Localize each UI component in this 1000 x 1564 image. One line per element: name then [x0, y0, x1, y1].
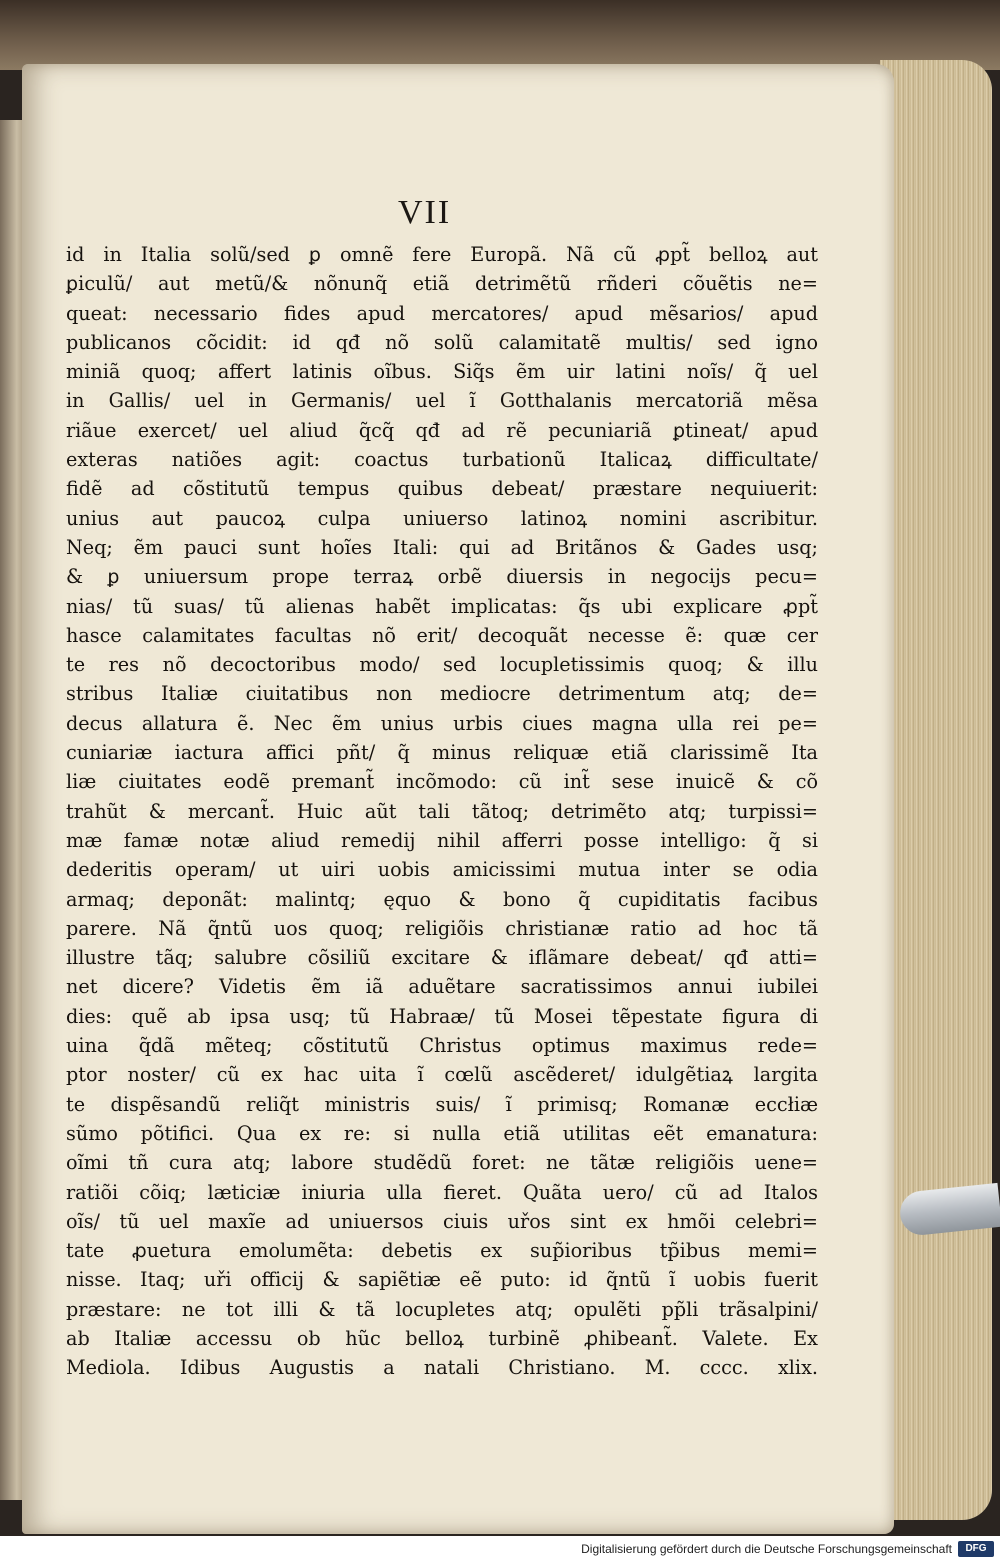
page-folio: VII [398, 194, 452, 231]
text-line: exteras natiões agit: coactus turbationũ Italicaꝝ difficultate/ [66, 448, 818, 472]
dfg-logo: DFG [958, 1541, 994, 1557]
text-line: ab Italiæ accessu ob hũc belloꝝ turbinẽ ꝓhibeant̃. Valete. Ex [66, 1326, 818, 1350]
text-line: nias/ tũ suas/ tũ alienas habẽt implicatas: q̃s ubi explicare ꝓpt̃ [66, 594, 818, 618]
text-line: oĩmi tñ cura atq; labore studẽdũ foret: ne tãtæ religiõis uene= [66, 1151, 818, 1175]
text-line: te dispẽsandũ reliq̃t ministris suis/ ĩ primisq; Romanæ eccłiæ [66, 1092, 818, 1116]
text-line: riãue exercet/ uel aliud q̃cq̃ qđ ad rẽ pecuniariã ꝑtineat/ apud [66, 418, 818, 442]
book-cover-top [0, 0, 1000, 70]
text-line: ratiõi cõiq; læticiæ iniuria ulla fieret. Quãta uero/ cũ ad Italos [66, 1180, 818, 1204]
text-line: fidẽ ad cõstitutũ tempus quibus debeat/ præstare nequiuerit: [66, 477, 818, 501]
text-line: decus allatura ẽ. Nec ẽm unius urbis ciues magna ulla rei pe= [66, 711, 818, 735]
text-line: & ꝑ uniuersum prope terraꝝ orbẽ diuersis in negocijs pecu= [66, 565, 818, 589]
text-line: uina q̃dã mẽteq; cõstitutũ Christus optimus maximus rede= [66, 1034, 818, 1058]
text-line: te res nõ decoctoribus modo/ sed locupletissimis quoq; & illu [66, 653, 818, 677]
text-line: dies: quẽ ab ipsa usq; tũ Habraæ/ tũ Mosei tẽpestate figura di [66, 1004, 818, 1028]
text-line: queat: necessario fides apud mercatores/ apud mẽsarios/ apud [66, 301, 818, 325]
page-text-block [66, 240, 818, 1383]
text-line: unius aut paucoꝝ culpa uniuerso latinoꝝ nomini ascribitur. [66, 506, 818, 530]
text-line: id in Italia solũ/sed ꝑ omnẽ fere Europã. Nã cũ ꝓpt̃ belloꝝ aut [66, 243, 818, 266]
text-line: nisse. Itaq; uři officij & sapiẽtiæ eẽ puto: id q̃ntũ ĩ uobis fuerit [66, 1268, 818, 1292]
footer-credit: Digitalisierung gefördert durch die Deutsche Forschungsgemeinschaft [581, 1542, 952, 1556]
text-line: parere. Nã q̃ntũ uos quoq; religiõis christianæ ratio ad hoc tã [66, 916, 818, 940]
footer-bar [0, 1536, 1000, 1564]
text-line: hasce calamitates facultas nõ erit/ decoquãt necesse ẽ: quæ cer [66, 623, 818, 647]
text-line: Mediola. Idibus Augustis a natali Christiano. M. cccc. xlix. [66, 1356, 818, 1380]
text-line: præstare: ne tot illi & tã locupletes atq; opulẽti pp̃li trãsalpini/ [66, 1297, 818, 1321]
text-line: oĩs/ tũ uel maxĩe ad uniuersos ciuis uřos sint ex hmõi celebri= [66, 1209, 818, 1233]
text-line: armaq; deponãt: malintq; ęquo & bono q̃ cupiditatis facibus [66, 887, 818, 911]
book-page-edges [880, 60, 992, 1520]
text-line: miniã quoq; affert latinis oĩbus. Siq̃s ẽm uir latini noĩs/ q̃ uel [66, 360, 818, 384]
text-line: sũmo põtifici. Qua ex re: si nulla etiã utilitas eẽt emanatura: [66, 1121, 818, 1145]
text-line: net dicere? Videtis ẽm iã aduẽtare sacratissimos annui iubilei [66, 975, 818, 999]
text-line: Neq; ẽm pauci sunt hoĩes Itali: qui ad Britãnos & Gades usq; [66, 535, 818, 559]
text-line: mæ famæ notæ aliud remedij nihil afferri posse intelligo: q̃ si [66, 828, 818, 852]
text-line: liæ ciuitates eodẽ premant̃ incõmodo: cũ int̃ sese inuicẽ & cõ [66, 770, 818, 794]
text-line: ptor noster/ cũ ex hac uita ĩ cœlũ ascẽderet/ idulgẽtiaꝝ largita [66, 1063, 818, 1087]
text-line: tate ꝓuetura emolumẽta: debetis ex sup̃ioribus tp̃ibus memi= [66, 1239, 818, 1263]
text-line: cuniariæ iactura affici pñt/ q̃ minus reliquæ etiã clarissimẽ Ita [66, 741, 818, 765]
text-line: stribus Italiæ ciuitatibus non mediocre detrimentum atq; de= [66, 682, 818, 706]
text-line: dederitis operam/ ut uiri uobis amicissimi mutua inter se odia [66, 858, 818, 882]
text-line: publicanos cõcidit: id qđ nõ solũ calamitatẽ multis/ sed igno [66, 330, 818, 354]
text-line: trahũt & mercant̃. Huic aũt tali tãtoq; detrimẽto atq; turpissi= [66, 799, 818, 823]
text-line: in Gallis/ uel in Germanis/ uel ĩ Gotthalanis mercatoriã mẽsa [66, 389, 818, 413]
text-line: illustre tãq; salubre cõsiliũ excitare & iflãmare debeat/ qđ atti= [66, 946, 818, 970]
text-line: ꝑiculũ/ aut metũ/& nõnunq̃ etiã detrimẽtũ rñderi cõuẽtis ne= [66, 272, 818, 296]
